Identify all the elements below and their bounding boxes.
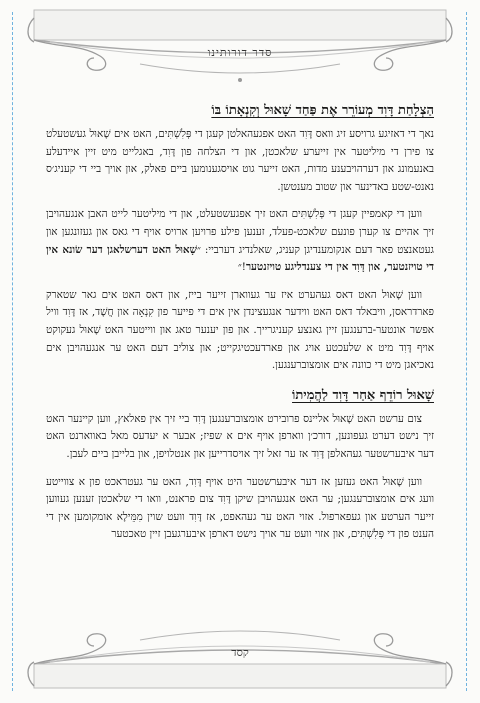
quote-intro: ווען די קאמפיין קעגן די פְּלִשְׁתִּים האט זיך אפגעשטעלט, און די מיליטער לייט האבן אנגעהויבן זיך אהיים צו קערן פונעם שלאכט-פעלד, זענען פילע פרויען ארויס אויף די גאס און געזונגען און געטאנצט פאר דעם אנקומענדיגן קעניג, שאלנדיג דערביי: ״	[46, 208, 434, 256]
page	[20, 8, 460, 696]
quote-text: שָׁאוּל האט דערשלאגן דער שׂונא אין די טויזנטער, און דָּוִד אין די צענדליגע טויזנטער	[46, 243, 434, 274]
section-heading-1: הַצְלָחַת דָּוִד מְעוֹרֵר אֶת פַּחַד שָׁאוּל וְקִנְאָתוֹ בּוֹ	[211, 103, 434, 118]
quote-close: !״	[237, 261, 246, 274]
document-body	[46, 100, 434, 554]
section-1-paragraph-1: נאך די דאזיגע גרויסע זיג וואס דָּוִד האט אפגעהאלטן קעגן די פְּלִשְׁתִּים, האט אים שָׁאוּל געשטעלט צו פירן די מיליטער אין זייערע שלאכטן, און די הצלחה פון דָּוִד, באגלייט מיט זיין איידעלע באנעמונג און דערהויבענע מדות, האט זייער גוט אויסגענומען ביים פאלק, און אויך ביי די קעניג׳ס נאנט-שטע באדינער און שטוב מענטשן.	[46, 128, 434, 193]
section-2-paragraph-1: צום ערשט האט שָׁאוּל אליינס פרובירט אומצוברענגען דָּוִד ביי זיך אין פאלאץ, ווען קיינער האט זיך נישט דערט געפונען, דורכ׳ן ווארפן אויף אים א שפיז; אבער א יעדעס מאל באווארנט האט דער איבערשטער געהאלפן דָּוִד אז ער זאל זיך אויסדרייען און אנטלויפן, און בלייבן ביים לעבן.	[46, 412, 434, 460]
right-dashed-border	[466, 12, 467, 691]
section-heading-2: שָׁאוּל רוֹדֵף אַחַר דָּוִד לַהֲמִיתוֹ	[292, 387, 434, 403]
page-number: קסד	[231, 646, 249, 659]
running-header-title: סדר דורותינו	[207, 46, 273, 59]
section-1-paragraph-3: ווען שָׁאוּל האט דאס געהערט איז ער געווארן זייער בייז, און דאס האט אים גאר שטארק פארדראסן, וויבאלד דאס האט ווידער אנגעצינדן אין אים די פייער פון קִנְאָה און חֲשָׁד, אז דָּוִד וויל אפשר אונטער-ברענגען זיין גאנצע קעניגרייך. און פון יענער טאג און ווייטער האט שָׁאוּל געקוקט אויף דָּוִד מיט א שלעכטע אויג און פארדעכטיגקייט; און צוליב דעם האט ער אנגעהויבן אים נאכיאגן מיט די כוונה אים אומצוברענגען.	[46, 288, 434, 372]
section-2-paragraph-2: ווען שָׁאוּל האט געזען אז דער איבערשטער היט אויף דָּוִד, האט ער געטראכט פון א צווייטע וועג אים אומצוברענגען; ער האט אנגעהויבן שיקן דָּוִד צום פראנט, וואו די שלאכטן זענען געווען זייער הערטע און געפארפול. אזוי האט ער געהאפט, אז דָּוִד וועט שוין מִמֵּילָא אומקומען אין די הענט פון די פְּלִשְׁתִּים, און אזוי וועט ער אויך נישט דארפן איבערגעבן זיין טאכטער	[46, 475, 434, 541]
left-dashed-border	[12, 12, 13, 691]
section-1-paragraph-2	[46, 206, 434, 276]
